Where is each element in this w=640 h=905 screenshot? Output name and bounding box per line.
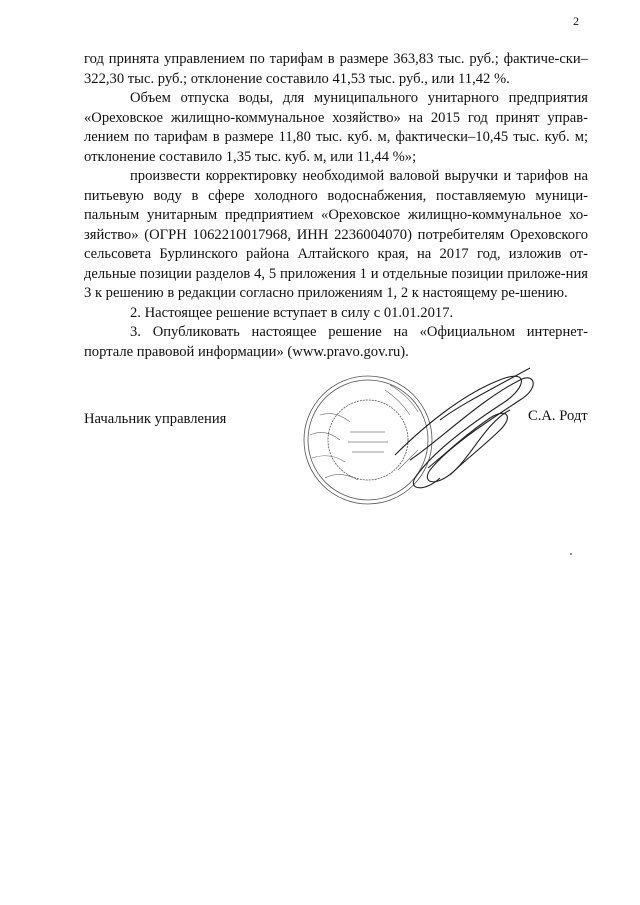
paragraph-water-volume: Объем отпуска воды, для муниципального унитарного предприятия «Ореховское жилищно-коммунальное хозяйство» на 2015 год принят управ-лением по тарифам в размере 11,80 тыс. куб. м, фактически–10,45 тыс. куб. м; отклонение составило 1,35 тыс. куб. м, или 11,44 %»; <box>84 90 588 165</box>
page-number: 2 <box>573 14 579 28</box>
official-seal-and-signature <box>290 360 550 510</box>
paragraph-effective-date: 2. Настоящее решение вступает в силу с 01.01.2017. <box>130 304 454 321</box>
paragraph-publication: 3. Опубликовать настоящее решение на «Официальном интернет-портале правовой информации» (www.pravo.gov.ru). <box>84 324 588 360</box>
handwritten-signature <box>395 368 533 488</box>
document-body <box>84 50 588 362</box>
stamp-seal <box>304 376 432 504</box>
speck <box>570 553 572 555</box>
signatory-name: С.А. Родт <box>528 408 588 424</box>
paragraph-continuation: год принята управлением по тарифам в размере 363,83 тыс. руб.; фактиче-ски–322,30 тыс. руб.; отклонение составило 41,53 тыс. руб., или 11,42 %. <box>84 51 588 87</box>
paragraph-tariff-adjustment: произвести корректировку необходимой валовой выручки и тарифов на питьевую воду в сфере холодного водоснабжения, поставляемую муници-пальным унитарным предприятием «Ореховское жилищно-коммунальное хо-зяйство» (ОГРН 1062210017968, ИНН 2236004070) потребителям Ореховского сельсовета Бурлинского района Алтайского края, на 2017 год, изложив от-дельные позиции разделов 4, 5 приложения 1 и отдельные позиции приложе-ния 3 к решению в редакции согласно приложениям 1, 2 к настоящему ре-шению. <box>84 168 588 301</box>
signatory-title: Начальник управления <box>84 411 227 427</box>
